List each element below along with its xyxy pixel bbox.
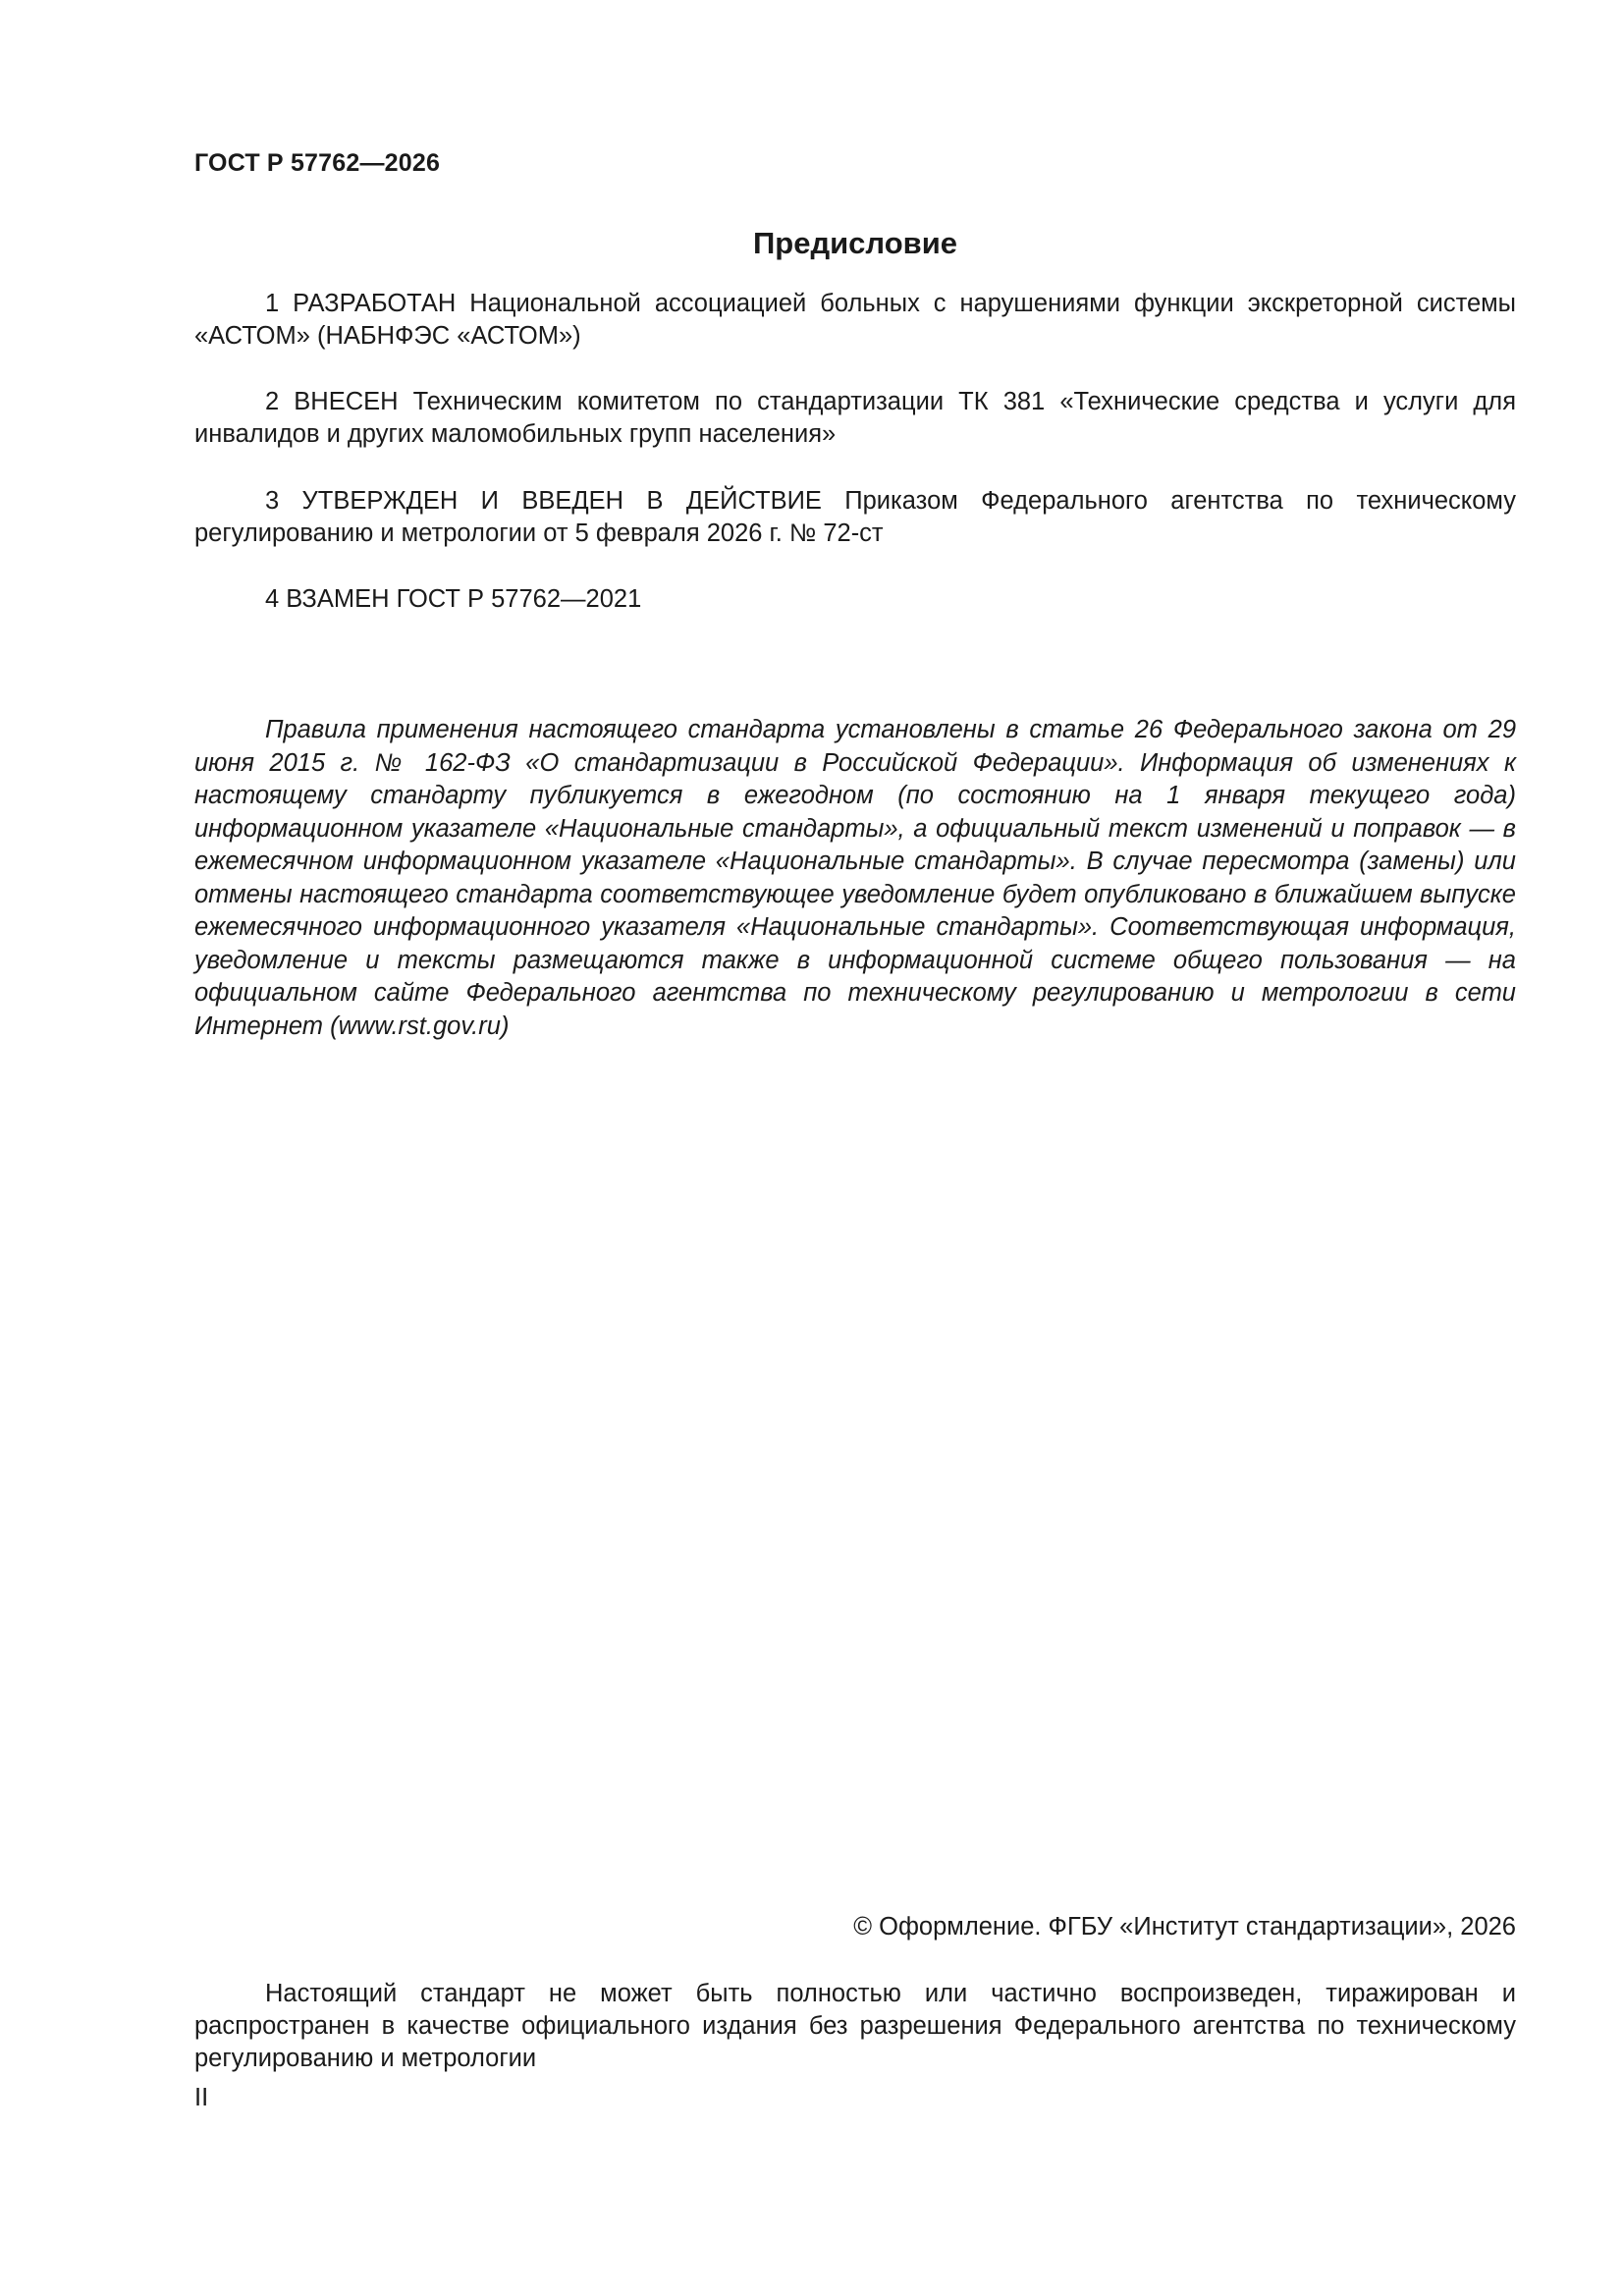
foreword-item-4: 4 ВЗАМЕН ГОСТ Р 57762—2021 [265,585,642,613]
copyright-notice: © Оформление. ФГБУ «Институт стандартизации», 2026 [853,1913,1516,1941]
reproduction-notice: Настоящий стандарт не может быть полностью или частично воспроизведен, тиражирован и распространен в качестве официального издания без разрешения Федерального агентства по техническому регулированию и метрологии [194,1980,1516,2072]
foreword-item-1: 1 РАЗРАБОТАН Национальной ассоциацией больных с нарушениями функции экскреторной системы «АСТОМ» (НАБНФЭС «АСТОМ») [194,290,1516,350]
standard-code: ГОСТ Р 57762—2026 [194,149,441,177]
foreword-item-2: 2 ВНЕСЕН Техническим комитетом по стандартизации ТК 381 «Технические средства и услуги для инвалидов и других маломобильных групп населения» [194,388,1516,448]
application-rules-text: Правила применения настоящего стандарта установлены в статье 26 Федерального закона от 29 июня 2015 г. № 162-ФЗ «О стандартизации в Российской Федерации». Информация об изменениях к настоящему стандарту публикуется в ежегодном (по состоянию на 1 января текущего года) информационном указателе «Национальные стандарты», а официальный текст изменений и поправок — в ежемесячном информационном указателе «Национальные стандарты». В случае пересмотра (замены) или отмены настоящего стандарта соответствующее уведомление будет опубликовано в ближайшем выпуске ежемесячного информационного указателя «Национальные стандарты». Соответствующая информация, уведомление и тексты размещаются также в информационной системе общего пользования — на официальном сайте Федерального агентства по техническому регулированию и метрологии в сети Интернет (www.rst.gov.ru) [194,716,1516,1040]
page-title: Предисловие [752,226,957,260]
foreword-item-3: 3 УТВЕРЖДЕН И ВВЕДЕН В ДЕЙСТВИЕ Приказом Федерального агентства по техническому регулированию и метрологии от 5 февраля 2026 г. № 72-ст [194,487,1516,547]
page-number: II [194,2084,209,2111]
